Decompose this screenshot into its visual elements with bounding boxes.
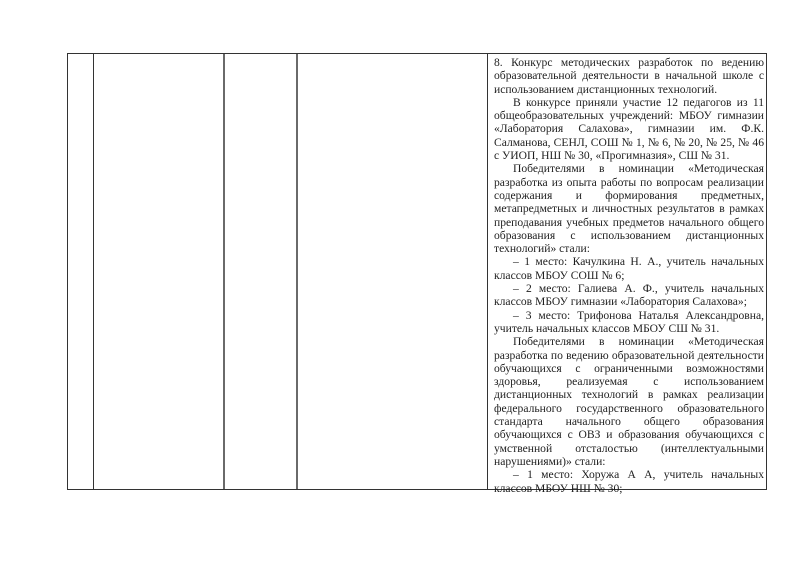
winner-nomination-2-place-1: – 1 место: Хоружа А А, учитель начальных классов МБОУ НШ № 30; (494, 468, 764, 495)
winner-place-1: – 1 место: Качулкина Н. А., учитель начальных классов МБОУ СОШ № 6; (494, 255, 764, 282)
paragraph-contest-title: 8. Конкурс методических разработок по ведению образовательной деятельности в начальной школе с использованием дистанционных технологий. (494, 56, 764, 96)
table-cell-description (494, 56, 764, 495)
winner-place-2: – 2 место: Галиева А. Ф., учитель начальных классов МБОУ гимназии «Лаборатория Салахова»; (494, 282, 764, 309)
paragraph-nomination-2: Победителями в номинации «Методическая разработка по ведению образовательной деятельности обучающихся с ограниченными возможностями здоровья, реализуемая с использованием дистанционных технологий в рамках реализации федерального государственного образовательного стандарта начального общего образования обучающихся с ОВЗ и образования обучающихся с умственной отсталостью (интеллектуальными нарушениями)» стали: (494, 335, 764, 468)
column-divider-1 (93, 54, 94, 489)
winner-place-3: – 3 место: Трифонова Наталья Александровна, учитель начальных классов МБОУ СШ № 31. (494, 308, 764, 335)
column-divider-2 (223, 54, 225, 489)
table (67, 53, 767, 495)
column-divider-3 (296, 54, 298, 489)
paragraph-participants: В конкурсе приняли участие 12 педагогов из 11 общеобразовательных учреждений: МБОУ гимназии «Лаборатория Салахова», гимназии им. Ф.К. Салманова, СЕНЛ, СОШ № 1, № 6, № 20, № 25, № 46 с УИОП, НШ № 30, «Прогимназия», СШ № 31. (494, 95, 764, 163)
column-divider-4 (487, 54, 488, 489)
paragraph-nomination-1: Победителями в номинации «Методическая разработка из опыта работы по вопросам реализации содержания и формирования предметных, метапредметных и личностных результатов в рамках преподавания учебных предметов начального общего образования с использованием дистанционных технологий» стали: (494, 162, 764, 256)
